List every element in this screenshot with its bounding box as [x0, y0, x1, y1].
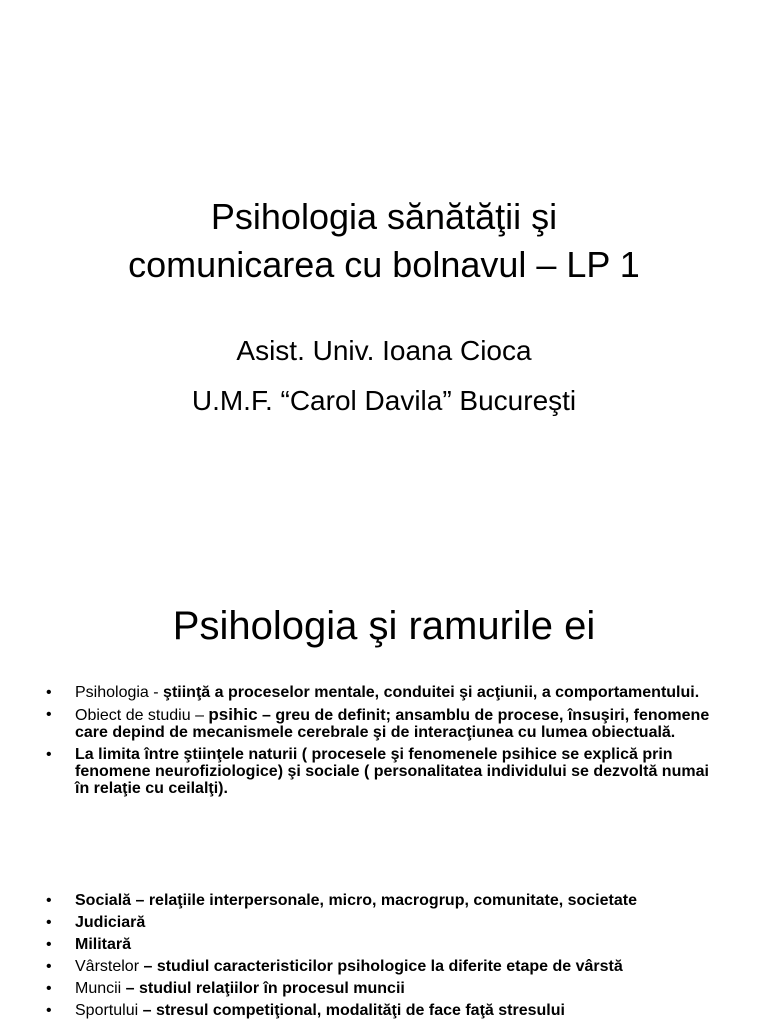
author-name: Asist. Univ. Ioana Cioca	[236, 335, 532, 366]
list-item	[46, 936, 726, 953]
institution-name: U.M.F. “Carol Davila” Bucureşti	[191, 385, 577, 416]
bullet-icon: •	[46, 980, 52, 997]
list-item	[46, 746, 726, 797]
presentation-title-line1: Psihologia sănătăţii şi	[210, 196, 558, 237]
branch-text: – stresul competiţional, modalităţi de face faţă stresului	[138, 1002, 565, 1019]
list-item	[46, 980, 726, 997]
definition-term: Obiect de studiu –	[75, 707, 209, 724]
bullet-icon: •	[46, 914, 52, 931]
branches-list	[46, 892, 726, 1024]
slide-heading: Psihologia şi ramurile ei	[172, 604, 596, 648]
definition-highlight: psihic	[208, 705, 258, 724]
branch-text: – studiul caracteristicilor psihologice la diferite etape de vârstă	[139, 958, 623, 975]
branch-text: – studiul relaţiilor în procesul muncii	[121, 980, 405, 997]
branch-term: Sportului	[75, 1002, 139, 1019]
definition-term: Psihologia -	[75, 684, 164, 701]
bullet-icon: •	[46, 958, 52, 975]
list-item	[46, 892, 726, 909]
presentation-title	[0, 193, 768, 289]
bullet-icon: •	[46, 1002, 52, 1019]
definition-text: La limita între ştiinţele naturii ( procesele şi fenomenele psihice se explică prin fenomene neurofiziologice) şi sociale ( personalitatea individului se dezvoltă numai în relaţie cu ceilalţi).	[75, 746, 709, 797]
presentation-title-line2: comunicarea cu bolnavul – LP 1	[128, 244, 640, 285]
bullet-icon: •	[46, 936, 52, 953]
bullet-icon: •	[46, 706, 52, 723]
list-item	[46, 706, 726, 741]
list-item	[46, 958, 726, 975]
definition-text: ştiinţă a proceselor mentale, conduitei şi acţiunii, a comportamentului.	[163, 684, 700, 701]
list-item	[46, 914, 726, 931]
list-item	[46, 1002, 726, 1019]
slide-branches	[0, 560, 768, 1024]
list-item	[46, 684, 726, 701]
branch-text: – relaţiile interpersonale, micro, macrogrup, comunitate, societate	[131, 892, 637, 909]
bullet-icon: •	[46, 746, 52, 763]
branch-term: Socială	[75, 892, 132, 909]
branch-term: Vârstelor	[75, 958, 140, 975]
bullet-icon: •	[46, 892, 52, 909]
branch-term: Militară	[75, 936, 132, 953]
branch-term: Muncii	[75, 980, 122, 997]
branch-term: Judiciară	[75, 914, 146, 931]
bullet-icon: •	[46, 684, 52, 701]
definitions-list	[46, 684, 726, 802]
definition-text: – greu de definit; ansamblu de procese, însuşiri, fenomene care depind de mecanismele cerebrale şi de interacţiunea cu lumea obiectuală.	[75, 707, 710, 741]
